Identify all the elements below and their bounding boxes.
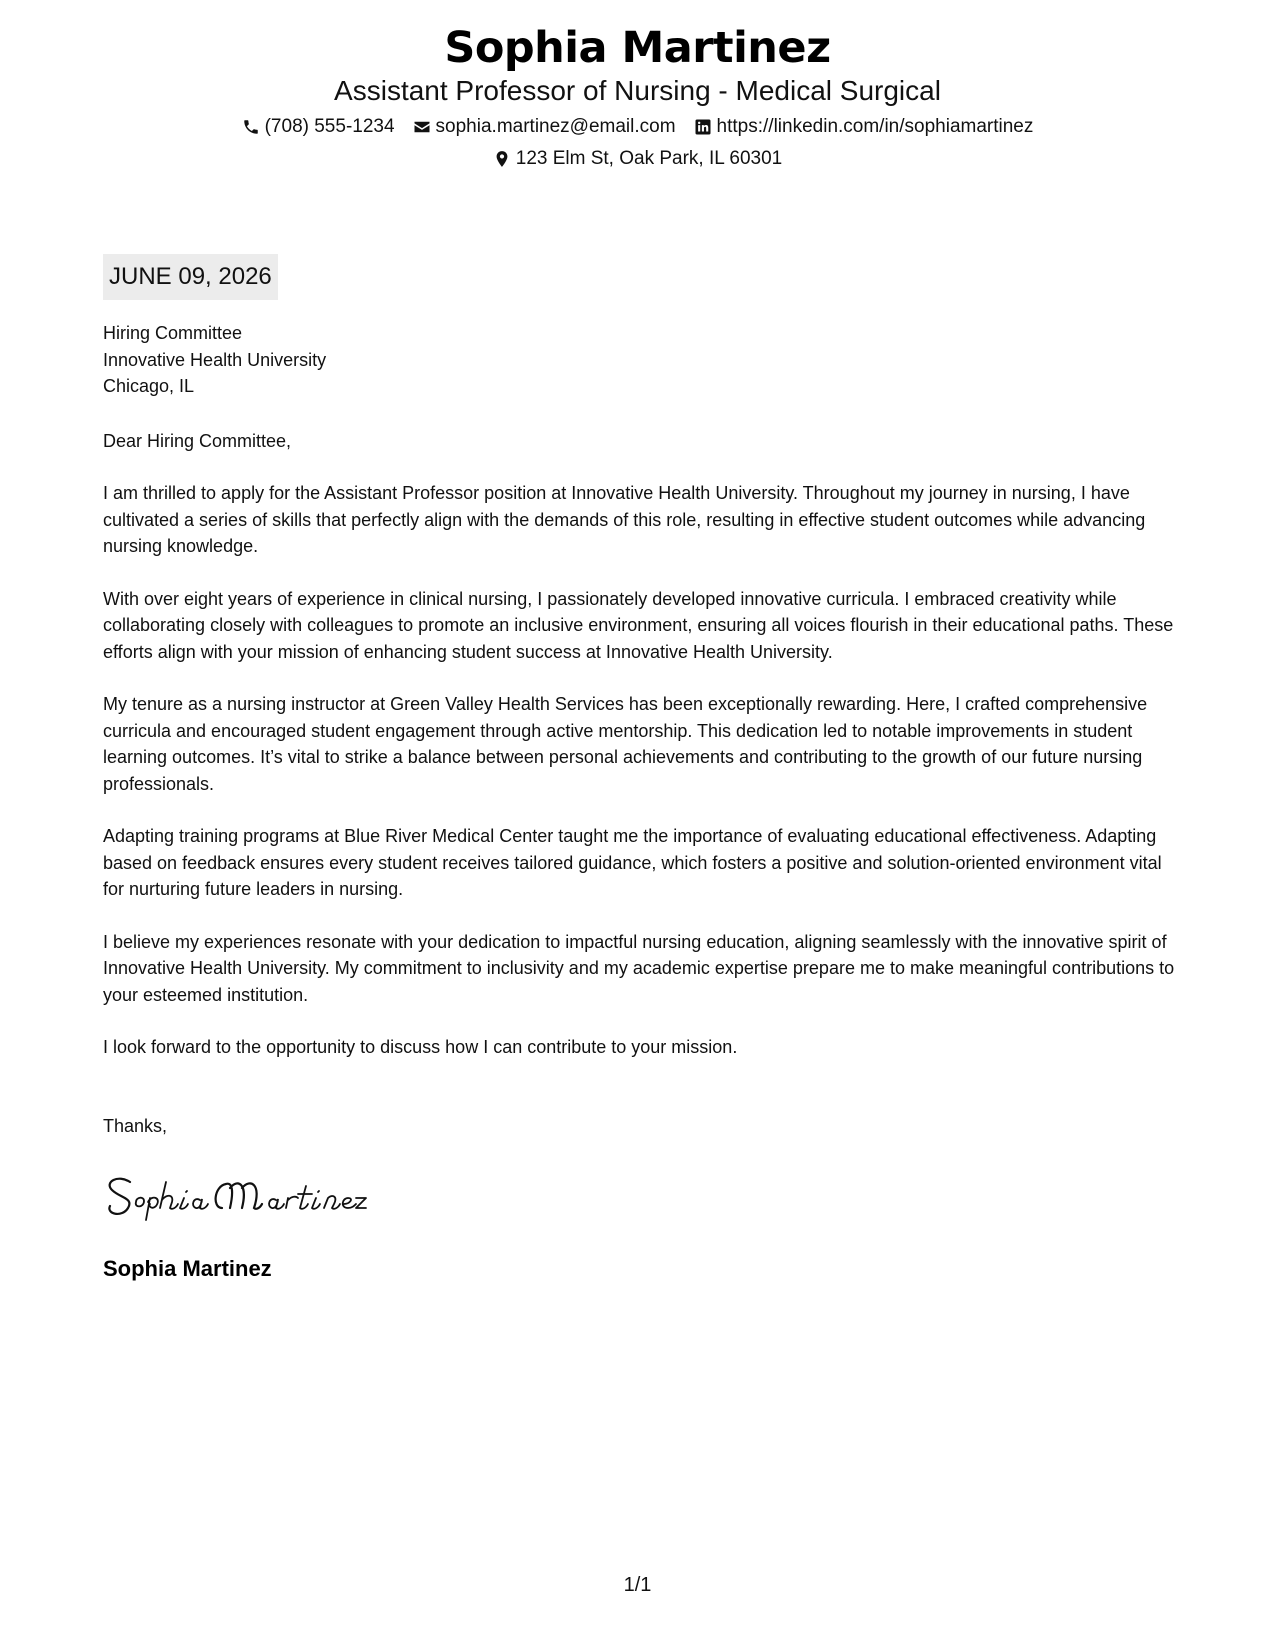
map-pin-icon	[493, 150, 512, 169]
recipient-line: Chicago, IL	[103, 376, 195, 396]
contact-address	[493, 146, 783, 172]
phone-text: (708) 555-1234	[264, 116, 395, 137]
recipient-block	[103, 320, 1178, 400]
body-paragraph: I am thrilled to apply for the Assistant Professor position at Innovative Health University. Throughout my journey in nursing, I have cultivated a series of skills that perfectly align with the demands of this role, resulting in effective student outcomes while advancing nursing knowledge.	[103, 483, 1146, 556]
letter-body	[103, 320, 1178, 1139]
salutation: Dear Hiring Committee,	[103, 430, 292, 451]
body-paragraph: I look forward to the opportunity to discuss how I can contribute to your mission.	[103, 1037, 738, 1057]
letter-header	[0, 22, 1275, 172]
body-paragraph: I believe my experiences resonate with your dedication to impactful nursing education, aligning seamlessly with the innovative spirit of Innovative Health University. My commitment to inclusivity and my academic expertise prepare me to make meaningful contributions to your esteemed institution.	[103, 931, 1175, 1005]
phone-icon	[242, 118, 261, 137]
recipient-line: Hiring Committee	[103, 323, 243, 343]
envelope-icon	[413, 118, 432, 137]
applicant-name: Sophia Martinez	[444, 23, 831, 73]
letter-date: JUNE 09, 2026	[103, 254, 278, 300]
applicant-title: Assistant Professor of Nursing - Medical Surgical	[334, 75, 941, 106]
linkedin-text[interactable]: https://linkedin.com/in/sophiamartinez	[716, 116, 1034, 137]
contact-row	[0, 114, 1275, 140]
address-text: 123 Elm St, Oak Park, IL 60301	[515, 148, 783, 169]
handwritten-signature	[100, 1168, 370, 1226]
contact-phone	[242, 114, 395, 140]
body-paragraph: My tenure as a nursing instructor at Green Valley Health Services has been exceptionally rewarding. Here, I crafted comprehensive curricula and encouraged student engagement through active mentorship. This dedication led to notable improvements in student learning outcomes. It’s vital to strike a balance between personal achievements and contributing to the growth of our future nursing professionals.	[103, 694, 1148, 794]
body-paragraph: Adapting training programs at Blue River Medical Center taught me the importance of evaluating educational effectiveness. Adapting based on feedback ensures every student receives tailored guidance, which fosters a positive and solution-oriented environment vital for nurturing future leaders in nursing.	[103, 826, 1162, 899]
body-paragraph: With over eight years of experience in clinical nursing, I passionately developed innovative curricula. I embraced creativity while collaborating closely with colleagues to promote an inclusive environment, ensuring all voices flourish in their educational paths. These efforts align with your mission of enhancing student success at Innovative Health University.	[103, 588, 1174, 662]
page-number: 1/1	[623, 1574, 652, 1596]
linkedin-icon	[694, 118, 713, 137]
signed-name: Sophia Martinez	[103, 1256, 272, 1281]
email-text[interactable]: sophia.martinez@email.com	[435, 116, 676, 137]
closing: Thanks,	[103, 1115, 168, 1136]
contact-email[interactable]	[413, 114, 676, 140]
address-row	[0, 146, 1275, 172]
recipient-line: Innovative Health University	[103, 349, 327, 370]
contact-linkedin[interactable]	[694, 114, 1034, 140]
